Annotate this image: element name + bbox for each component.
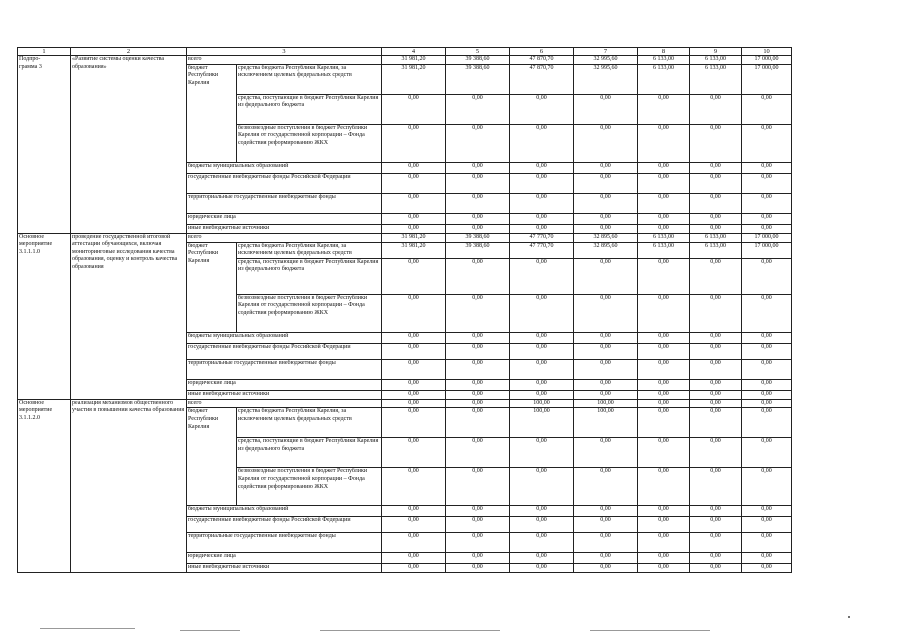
value-cell: 0,00 [690, 162, 742, 173]
value-cell: 0,00 [742, 193, 792, 213]
scan-artifact [180, 630, 240, 631]
value-cell: 0,00 [510, 124, 574, 162]
value-cell: 0,00 [446, 506, 510, 517]
value-cell: 31 981,20 [382, 56, 446, 65]
value-cell: 0,00 [690, 553, 742, 564]
value-cell: 0,00 [690, 124, 742, 162]
funding-source: иные внебюджетные источники [187, 224, 382, 233]
value-cell: 0,00 [574, 343, 638, 359]
value-cell: 0,00 [446, 533, 510, 553]
value-cell: 0,00 [690, 564, 742, 573]
value-cell: 17 000,00 [742, 64, 792, 94]
value-cell: 39 388,60 [446, 233, 510, 242]
column-number: 3 [187, 48, 382, 56]
value-cell: 0,00 [690, 332, 742, 343]
value-cell: 0,00 [742, 564, 792, 573]
value-cell: 0,00 [638, 399, 690, 408]
value-cell: 0,00 [638, 213, 690, 224]
value-cell: 0,00 [574, 224, 638, 233]
value-cell: 0,00 [510, 564, 574, 573]
value-cell: 0,00 [510, 294, 574, 332]
value-cell: 0,00 [742, 173, 792, 193]
value-cell: 32 995,60 [574, 56, 638, 65]
value-cell: 39 388,60 [446, 56, 510, 65]
value-cell: 0,00 [690, 399, 742, 408]
value-cell: 0,00 [690, 533, 742, 553]
value-cell: 0,00 [574, 506, 638, 517]
value-cell: 0,00 [446, 553, 510, 564]
value-cell: 47 870,70 [510, 56, 574, 65]
value-cell: 0,00 [690, 94, 742, 124]
value-cell: 0,00 [446, 124, 510, 162]
value-cell: 0,00 [638, 173, 690, 193]
funding-source-detail: средства, поступающие в бюджет Республики Карелия из федерального бюджета [237, 258, 382, 294]
funding-source: государственные внебюджетные фонды Российской Федерации [187, 173, 382, 193]
budget-rk-label: бюджет Республики Карелия [187, 408, 237, 506]
value-cell: 0,00 [510, 258, 574, 294]
funding-source: бюджеты муниципальных образований [187, 506, 382, 517]
value-cell: 0,00 [574, 258, 638, 294]
value-cell: 0,00 [510, 379, 574, 390]
value-cell: 0,00 [574, 553, 638, 564]
value-cell: 0,00 [446, 213, 510, 224]
funding-table [17, 47, 792, 573]
value-cell: 0,00 [510, 533, 574, 553]
value-cell: 0,00 [446, 359, 510, 379]
value-cell: 6 133,00 [638, 56, 690, 65]
value-cell: 0,00 [690, 379, 742, 390]
value-cell: 0,00 [638, 124, 690, 162]
value-cell: 0,00 [690, 258, 742, 294]
value-cell: 0,00 [574, 213, 638, 224]
value-cell: 0,00 [690, 468, 742, 506]
value-cell: 0,00 [382, 162, 446, 173]
value-cell: 0,00 [446, 343, 510, 359]
value-cell: 0,00 [742, 332, 792, 343]
value-cell: 0,00 [510, 162, 574, 173]
funding-source: бюджеты муниципальных образований [187, 162, 382, 173]
value-cell: 6 133,00 [638, 64, 690, 94]
program-code: Подпро- грамма 3 [18, 56, 71, 234]
column-number: 7 [574, 48, 638, 56]
value-cell: 0,00 [510, 553, 574, 564]
value-cell: 0,00 [742, 343, 792, 359]
value-cell: 0,00 [690, 224, 742, 233]
funding-source: всего [187, 399, 382, 408]
value-cell: 0,00 [638, 468, 690, 506]
column-number: 4 [382, 48, 446, 56]
table-row [18, 233, 792, 242]
funding-source: всего [187, 56, 382, 65]
value-cell: 0,00 [446, 224, 510, 233]
value-cell: 0,00 [690, 294, 742, 332]
funding-source: бюджеты муниципальных образований [187, 332, 382, 343]
value-cell: 39 388,60 [446, 242, 510, 258]
value-cell: 0,00 [638, 379, 690, 390]
funding-source: иные внебюджетные источники [187, 564, 382, 573]
value-cell: 0,00 [446, 173, 510, 193]
value-cell: 0,00 [574, 390, 638, 399]
column-number: 8 [638, 48, 690, 56]
column-number: 9 [690, 48, 742, 56]
value-cell: 0,00 [638, 390, 690, 399]
value-cell: 0,00 [510, 390, 574, 399]
value-cell: 0,00 [510, 224, 574, 233]
table-row [18, 399, 792, 408]
funding-source: территориальные государственные внебюджетные фонды [187, 533, 382, 553]
funding-source: государственные внебюджетные фонды Российской Федерации [187, 517, 382, 533]
value-cell: 0,00 [574, 162, 638, 173]
value-cell: 0,00 [446, 94, 510, 124]
value-cell: 0,00 [382, 379, 446, 390]
funding-source-detail: безвозмездные поступления в бюджет Республики Карелия от государственной корпорации – Фонда содействия реформированию ЖКХ [237, 468, 382, 506]
value-cell: 0,00 [690, 343, 742, 359]
funding-source-detail: безвозмездные поступления в бюджет Республики Карелия от государственной корпорации – Фонда содействия реформированию ЖКХ [237, 294, 382, 332]
funding-source-detail: средства бюджета Республики Карелия, за исключением целевых федеральных средств [237, 64, 382, 94]
funding-source: территориальные государственные внебюджетные фонды [187, 193, 382, 213]
value-cell: 0,00 [382, 564, 446, 573]
value-cell: 32 895,60 [574, 233, 638, 242]
value-cell: 17 000,00 [742, 233, 792, 242]
program-title: проведение государственной итоговой аттестации обучающихся, включая мониторинговые исследования качества образования, оценку и контроль качества образования [71, 233, 187, 399]
value-cell: 0,00 [690, 506, 742, 517]
value-cell: 0,00 [742, 94, 792, 124]
program-title: «Развитие системы оценки качества образования» [71, 56, 187, 234]
value-cell: 0,00 [382, 294, 446, 332]
value-cell: 0,00 [446, 564, 510, 573]
value-cell: 0,00 [510, 506, 574, 517]
value-cell: 0,00 [690, 173, 742, 193]
value-cell: 100,00 [574, 399, 638, 408]
value-cell: 0,00 [742, 468, 792, 506]
value-cell: 0,00 [446, 390, 510, 399]
value-cell: 0,00 [446, 399, 510, 408]
value-cell: 0,00 [742, 390, 792, 399]
value-cell: 0,00 [690, 517, 742, 533]
value-cell: 0,00 [638, 332, 690, 343]
value-cell: 0,00 [382, 390, 446, 399]
value-cell: 0,00 [638, 193, 690, 213]
value-cell: 100,00 [510, 399, 574, 408]
value-cell: 0,00 [510, 517, 574, 533]
funding-source: юридические лица [187, 213, 382, 224]
funding-source: юридические лица [187, 379, 382, 390]
value-cell: 0,00 [446, 468, 510, 506]
value-cell: 0,00 [690, 193, 742, 213]
value-cell: 32 995,60 [574, 64, 638, 94]
value-cell: 39 388,60 [446, 64, 510, 94]
value-cell: 0,00 [742, 124, 792, 162]
value-cell: 0,00 [742, 213, 792, 224]
value-cell: 0,00 [638, 553, 690, 564]
value-cell: 0,00 [638, 408, 690, 438]
value-cell: 32 895,60 [574, 242, 638, 258]
value-cell: 0,00 [742, 506, 792, 517]
value-cell: 0,00 [510, 94, 574, 124]
value-cell: 0,00 [690, 390, 742, 399]
value-cell: 0,00 [690, 438, 742, 468]
value-cell: 6 133,00 [690, 64, 742, 94]
value-cell: 31 981,20 [382, 242, 446, 258]
value-cell: 17 000,00 [742, 242, 792, 258]
value-cell: 0,00 [382, 359, 446, 379]
value-cell: 6 133,00 [690, 56, 742, 65]
budget-rk-label: бюджет Республики Карелия [187, 242, 237, 332]
value-cell: 0,00 [446, 408, 510, 438]
value-cell: 0,00 [510, 468, 574, 506]
value-cell: 0,00 [742, 162, 792, 173]
value-cell: 0,00 [638, 162, 690, 173]
value-cell: 0,00 [574, 533, 638, 553]
funding-source-detail: средства бюджета Республики Карелия, за исключением целевых федеральных средств [237, 242, 382, 258]
value-cell: 0,00 [742, 399, 792, 408]
report-table [17, 47, 791, 603]
funding-source-detail: средства бюджета Республики Карелия, за исключением целевых федеральных средств [237, 408, 382, 438]
value-cell: 0,00 [574, 379, 638, 390]
column-number: 2 [71, 48, 187, 56]
value-cell: 0,00 [574, 564, 638, 573]
value-cell: 31 981,20 [382, 64, 446, 94]
value-cell: 0,00 [742, 438, 792, 468]
value-cell: 0,00 [382, 332, 446, 343]
value-cell: 0,00 [382, 173, 446, 193]
funding-source-detail: безвозмездные поступления в бюджет Республики Карелия от государственной корпорации – Фонда содействия реформированию ЖКХ [237, 124, 382, 162]
value-cell: 0,00 [690, 359, 742, 379]
funding-source: иные внебюджетные источники [187, 390, 382, 399]
value-cell: 0,00 [574, 468, 638, 506]
value-cell: 0,00 [382, 468, 446, 506]
value-cell: 0,00 [382, 224, 446, 233]
value-cell: 6 133,00 [690, 242, 742, 258]
column-number: 6 [510, 48, 574, 56]
value-cell: 47 870,70 [510, 64, 574, 94]
value-cell: 0,00 [382, 438, 446, 468]
value-cell: 0,00 [382, 213, 446, 224]
value-cell: 0,00 [446, 162, 510, 173]
value-cell: 0,00 [382, 94, 446, 124]
program-code: Основное мероприятие 3.1.1.1.0 [18, 233, 71, 399]
value-cell: 0,00 [742, 359, 792, 379]
value-cell: 0,00 [446, 294, 510, 332]
value-cell: 0,00 [382, 193, 446, 213]
value-cell: 0,00 [690, 213, 742, 224]
value-cell: 0,00 [638, 564, 690, 573]
value-cell: 0,00 [446, 332, 510, 343]
value-cell: 0,00 [382, 124, 446, 162]
value-cell: 0,00 [638, 359, 690, 379]
header-row [18, 48, 792, 56]
column-number: 10 [742, 48, 792, 56]
value-cell: 0,00 [510, 213, 574, 224]
value-cell: 0,00 [742, 224, 792, 233]
scan-artifact [320, 630, 500, 631]
value-cell: 0,00 [574, 438, 638, 468]
value-cell: 0,00 [382, 517, 446, 533]
value-cell: 0,00 [742, 379, 792, 390]
value-cell: 0,00 [446, 193, 510, 213]
value-cell: 0,00 [638, 224, 690, 233]
funding-source-detail: средства, поступающие в бюджет Республики Карелия из федерального бюджета [237, 438, 382, 468]
value-cell: 31 981,20 [382, 233, 446, 242]
value-cell: 0,00 [638, 506, 690, 517]
value-cell: 100,00 [510, 408, 574, 438]
value-cell: 0,00 [638, 517, 690, 533]
value-cell: 0,00 [510, 359, 574, 379]
value-cell: 0,00 [382, 553, 446, 564]
value-cell: 0,00 [574, 94, 638, 124]
value-cell: 0,00 [574, 359, 638, 379]
value-cell: 0,00 [742, 553, 792, 564]
value-cell: 0,00 [382, 343, 446, 359]
funding-source: юридические лица [187, 553, 382, 564]
value-cell: 0,00 [638, 438, 690, 468]
value-cell: 0,00 [382, 506, 446, 517]
value-cell: 0,00 [690, 408, 742, 438]
value-cell: 0,00 [510, 193, 574, 213]
value-cell: 0,00 [638, 343, 690, 359]
value-cell: 0,00 [574, 124, 638, 162]
value-cell: 0,00 [742, 258, 792, 294]
funding-source: территориальные государственные внебюджетные фонды [187, 359, 382, 379]
value-cell: 0,00 [446, 438, 510, 468]
value-cell: 0,00 [382, 408, 446, 438]
value-cell: 0,00 [574, 173, 638, 193]
column-number: 5 [446, 48, 510, 56]
value-cell: 0,00 [638, 294, 690, 332]
value-cell: 0,00 [742, 408, 792, 438]
value-cell: 100,00 [574, 408, 638, 438]
funding-source: всего [187, 233, 382, 242]
value-cell: 0,00 [510, 343, 574, 359]
value-cell: 47 770,70 [510, 233, 574, 242]
value-cell: 0,00 [510, 332, 574, 343]
value-cell: 0,00 [638, 533, 690, 553]
column-number: 1 [18, 48, 71, 56]
value-cell: 0,00 [446, 517, 510, 533]
value-cell: 6 133,00 [690, 233, 742, 242]
value-cell: 0,00 [574, 193, 638, 213]
value-cell: 0,00 [638, 94, 690, 124]
budget-rk-label: бюджет Республики Карелия [187, 64, 237, 162]
value-cell: 0,00 [446, 258, 510, 294]
value-cell: 0,00 [510, 173, 574, 193]
value-cell: 6 133,00 [638, 242, 690, 258]
value-cell: 0,00 [638, 258, 690, 294]
value-cell: 0,00 [574, 332, 638, 343]
scan-artifact [40, 628, 135, 629]
value-cell: 0,00 [382, 258, 446, 294]
value-cell: 47 770,70 [510, 242, 574, 258]
scan-artifact [590, 630, 710, 631]
value-cell: 0,00 [446, 379, 510, 390]
value-cell: 0,00 [574, 517, 638, 533]
value-cell: 0,00 [742, 517, 792, 533]
funding-source: государственные внебюджетные фонды Российской Федерации [187, 343, 382, 359]
value-cell: 17 000,00 [742, 56, 792, 65]
table-row [18, 56, 792, 65]
value-cell: 0,00 [382, 399, 446, 408]
value-cell: 0,00 [742, 533, 792, 553]
program-title: реализация механизмов общественного участия в повышении качества образования [71, 399, 187, 573]
value-cell: 0,00 [510, 438, 574, 468]
value-cell: 0,00 [742, 294, 792, 332]
value-cell: 0,00 [382, 533, 446, 553]
funding-source-detail: средства, поступающие в бюджет Республики Карелия из федерального бюджета [237, 94, 382, 124]
value-cell: 0,00 [574, 294, 638, 332]
program-code: Основное мероприятие 3.1.1.2.0 [18, 399, 71, 573]
value-cell: 6 133,00 [638, 233, 690, 242]
scan-dot [848, 616, 850, 618]
